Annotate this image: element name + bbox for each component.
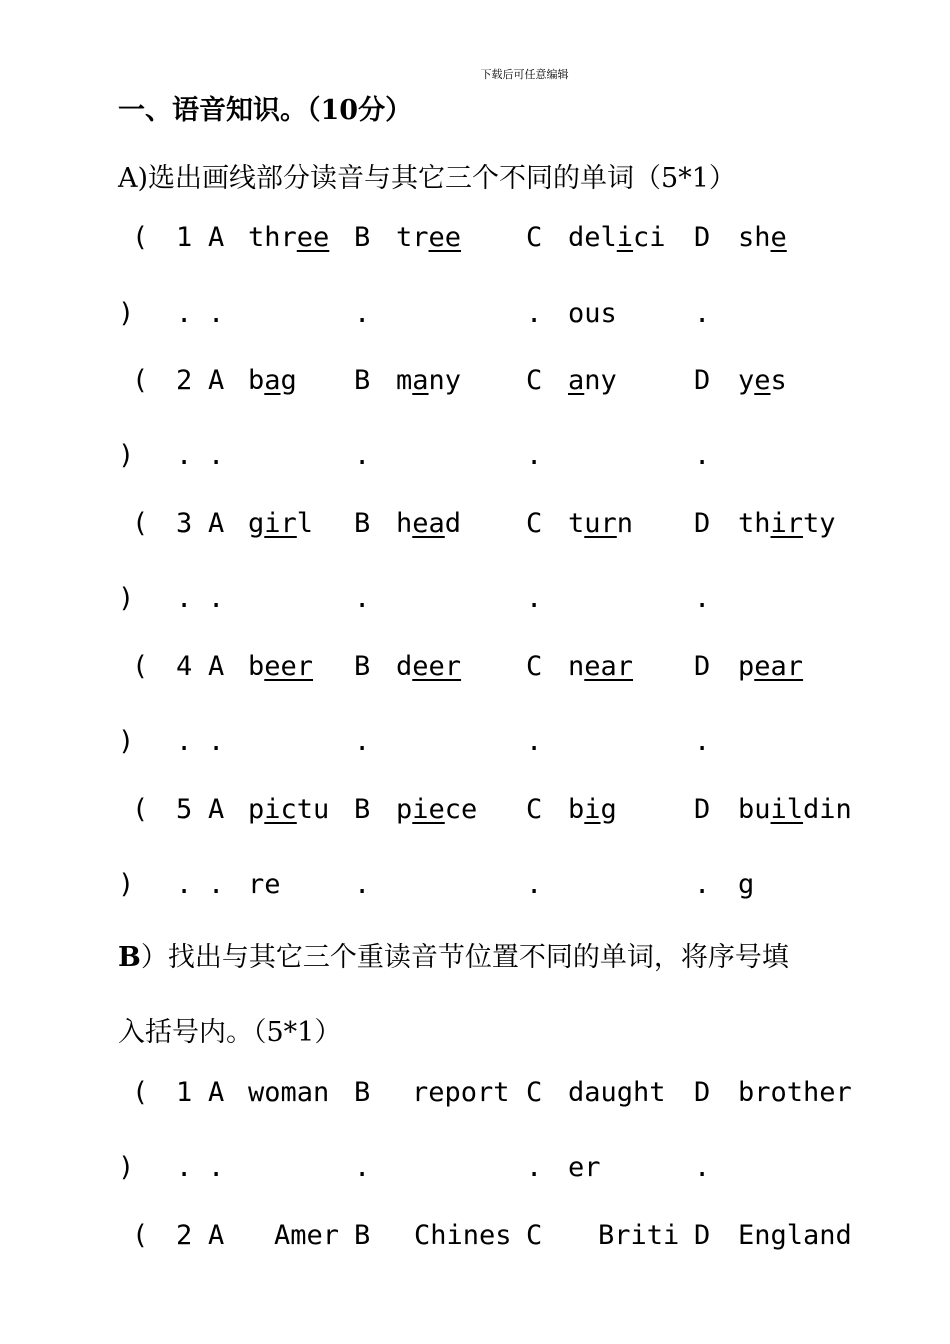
- dot: .: [354, 298, 371, 329]
- dot: .: [694, 298, 711, 329]
- option-label-b: B: [354, 508, 371, 539]
- option-d-wrap: g: [738, 869, 755, 900]
- dot: .: [176, 726, 193, 757]
- option-label-c: C: [526, 794, 543, 825]
- option-label-b: B: [354, 651, 371, 682]
- question-row-b2: [0, 1220, 950, 1260]
- close-paren: ): [118, 1152, 135, 1183]
- option-label-a: A: [208, 222, 225, 253]
- dot: .: [694, 726, 711, 757]
- option-a-wrap: re: [248, 869, 281, 900]
- dot: .: [526, 298, 543, 329]
- dot: .: [526, 869, 543, 900]
- question-row-a3: [0, 508, 950, 548]
- option-b-word: tree: [396, 222, 462, 253]
- close-paren: ): [118, 726, 135, 757]
- option-label-d: D: [694, 222, 711, 253]
- option-c-wrap: ous: [568, 298, 617, 329]
- option-a-word: pictu: [248, 794, 330, 825]
- option-label-c: C: [526, 1220, 543, 1251]
- dot: .: [694, 583, 711, 614]
- close-paren: ): [118, 583, 135, 614]
- dot: .: [354, 869, 371, 900]
- option-d-word: yes: [738, 365, 787, 396]
- section-title: 一、语音知识。（10分）: [118, 95, 413, 126]
- option-label-b: B: [354, 222, 371, 253]
- open-paren: (: [132, 508, 149, 539]
- option-label-d: D: [694, 365, 711, 396]
- dot: .: [694, 440, 711, 471]
- option-d-word: thirty: [738, 508, 836, 539]
- option-label-d: D: [694, 508, 711, 539]
- option-c-word: turn: [568, 508, 634, 539]
- question-row-a2-wrap: [0, 440, 950, 480]
- option-c-word: daught: [568, 1077, 666, 1108]
- option-label-b: B: [354, 1077, 371, 1108]
- part-b-title-line2: 入括号内。（5*1）: [118, 1017, 342, 1048]
- option-c-word: big: [568, 794, 617, 825]
- part-b-title-text: ）找出与其它三个重读音节位置不同的单词，将序号填: [140, 942, 789, 973]
- question-row-a1-wrap: [0, 298, 950, 338]
- option-label-d: D: [694, 651, 711, 682]
- option-d-word: pear: [738, 651, 804, 682]
- option-b-word: head: [396, 508, 462, 539]
- question-number: 1: [176, 1077, 193, 1108]
- question-number: 3: [176, 508, 193, 539]
- option-b-word: many: [396, 365, 462, 396]
- question-number: 2: [176, 365, 193, 396]
- dot: .: [208, 440, 225, 471]
- dot: .: [208, 726, 225, 757]
- question-row-a1: [0, 222, 950, 262]
- question-row-a5-wrap: [0, 869, 950, 909]
- option-label-a: A: [208, 1077, 225, 1108]
- dot: .: [208, 869, 225, 900]
- option-d-word: buildin: [738, 794, 852, 825]
- option-label-c: C: [526, 651, 543, 682]
- dot: .: [694, 1152, 711, 1183]
- part-b-title: B）找出与其它三个重读音节位置不同的单词，将序号填: [118, 942, 789, 973]
- dot: .: [526, 1152, 543, 1183]
- option-label-d: D: [694, 1220, 711, 1251]
- option-c-wrap: er: [568, 1152, 601, 1183]
- option-a-word: Amer: [274, 1220, 340, 1251]
- dot: .: [354, 726, 371, 757]
- option-a-word: beer: [248, 651, 314, 682]
- open-paren: (: [132, 1077, 149, 1108]
- option-b-word: piece: [396, 794, 478, 825]
- option-d-word: she: [738, 222, 787, 253]
- option-c-word: near: [568, 651, 634, 682]
- dot: .: [694, 869, 711, 900]
- question-row-a5: [0, 794, 950, 834]
- question-row-a2: [0, 365, 950, 405]
- option-a-word: girl: [248, 508, 314, 539]
- close-paren: ): [118, 440, 135, 471]
- option-d-word: England: [738, 1220, 852, 1251]
- option-b-word: deer: [396, 651, 462, 682]
- dot: .: [176, 869, 193, 900]
- open-paren: (: [132, 222, 149, 253]
- option-a-word: three: [248, 222, 330, 253]
- header-note: 下载后可任意编辑: [480, 68, 569, 81]
- option-label-c: C: [526, 508, 543, 539]
- dot: .: [208, 583, 225, 614]
- open-paren: (: [132, 794, 149, 825]
- option-label-b: B: [354, 1220, 371, 1251]
- question-number: 4: [176, 651, 193, 682]
- dot: .: [354, 1152, 371, 1183]
- option-label-d: D: [694, 794, 711, 825]
- dot: .: [526, 583, 543, 614]
- option-label-b: B: [354, 794, 371, 825]
- dot: .: [208, 1152, 225, 1183]
- option-label-c: C: [526, 1077, 543, 1108]
- question-number: 1: [176, 222, 193, 253]
- dot: .: [526, 726, 543, 757]
- dot: .: [208, 298, 225, 329]
- option-a-word: woman: [248, 1077, 330, 1108]
- open-paren: (: [132, 365, 149, 396]
- dot: .: [354, 440, 371, 471]
- option-label-c: C: [526, 365, 543, 396]
- open-paren: (: [132, 651, 149, 682]
- option-b-word: report: [412, 1077, 510, 1108]
- option-label-a: A: [208, 1220, 225, 1251]
- close-paren: ): [118, 298, 135, 329]
- dot: .: [176, 440, 193, 471]
- dot: .: [354, 583, 371, 614]
- option-label-a: A: [208, 365, 225, 396]
- option-b-word: Chines: [414, 1220, 512, 1251]
- option-label-a: A: [208, 651, 225, 682]
- option-a-word: bag: [248, 365, 297, 396]
- question-row-a4-wrap: [0, 726, 950, 766]
- question-row-a3-wrap: [0, 583, 950, 623]
- option-label-d: D: [694, 1077, 711, 1108]
- question-row-b1: [0, 1077, 950, 1117]
- option-label-c: C: [526, 222, 543, 253]
- part-a-title: A)选出画线部分读音与其它三个不同的单词（5*1）: [118, 163, 736, 194]
- dot: .: [176, 1152, 193, 1183]
- option-label-a: A: [208, 794, 225, 825]
- option-c-word: delici: [568, 222, 666, 253]
- option-label-b: B: [354, 365, 371, 396]
- close-paren: ): [118, 869, 135, 900]
- question-number: 2: [176, 1220, 193, 1251]
- question-number: 5: [176, 794, 193, 825]
- question-row-a4: [0, 651, 950, 691]
- dot: .: [176, 298, 193, 329]
- open-paren: (: [132, 1220, 149, 1251]
- option-label-a: A: [208, 508, 225, 539]
- option-c-word: any: [568, 365, 617, 396]
- dot: .: [526, 440, 543, 471]
- question-row-b1-wrap: [0, 1152, 950, 1192]
- option-d-word: brother: [738, 1077, 852, 1108]
- dot: .: [176, 583, 193, 614]
- option-c-word: Briti: [598, 1220, 680, 1251]
